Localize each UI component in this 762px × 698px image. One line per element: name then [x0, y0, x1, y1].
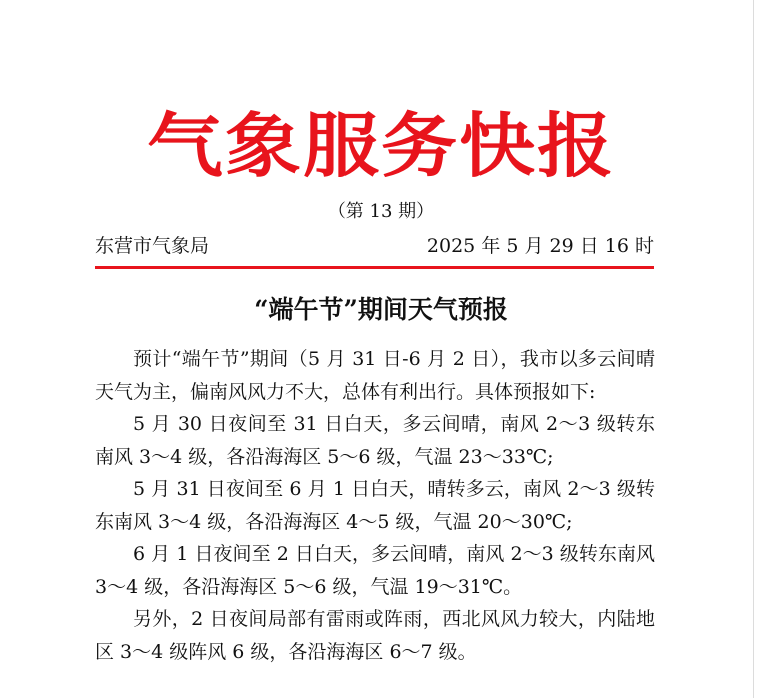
paragraph-forecast-may-31: 5 月 30 日夜间至 31 日白天，多云间晴，南风 2～3 级转东南风 3～4 级，各沿海海区 5～6 级，气温 23～33℃;	[95, 413, 655, 468]
article-title: “端午节”期间天气预报	[254, 295, 508, 324]
issuing-organization: 东营市气象局	[95, 235, 210, 257]
red-header-rule	[95, 266, 654, 269]
paragraph-additional-note: 另外，2 日夜间局部有雷雨或阵雨，西北风风力较大，内陆地区 3～4 级阵风 6 级，各沿海海区 6～7 级。	[95, 608, 655, 663]
issue-number: （第 13 期）	[327, 201, 435, 222]
paragraph-forecast-jun-2: 6 月 1 日夜间至 2 日白天，多云间晴，南风 2～3 级转东南风 3～4 级，各沿海海区 5～6 级，气温 19～31℃。	[95, 543, 655, 598]
paragraph-forecast-jun-1: 5 月 31 日夜间至 6 月 1 日白天，晴转多云，南风 2～3 级转东南风 3～4 级，各沿海海区 4～5 级，气温 20～30℃;	[95, 478, 655, 533]
masthead-title: 气象服务快报	[147, 104, 615, 187]
article-body	[95, 343, 655, 668]
paragraph-intro: 预计“端午节”期间（5 月 31 日-6 月 2 日），我市以多云间晴天气为主，偏南风风力不大，总体有利出行。具体预报如下:	[95, 348, 655, 403]
issue-datetime: 2025 年 5 月 29 日 16 时	[426, 235, 654, 257]
